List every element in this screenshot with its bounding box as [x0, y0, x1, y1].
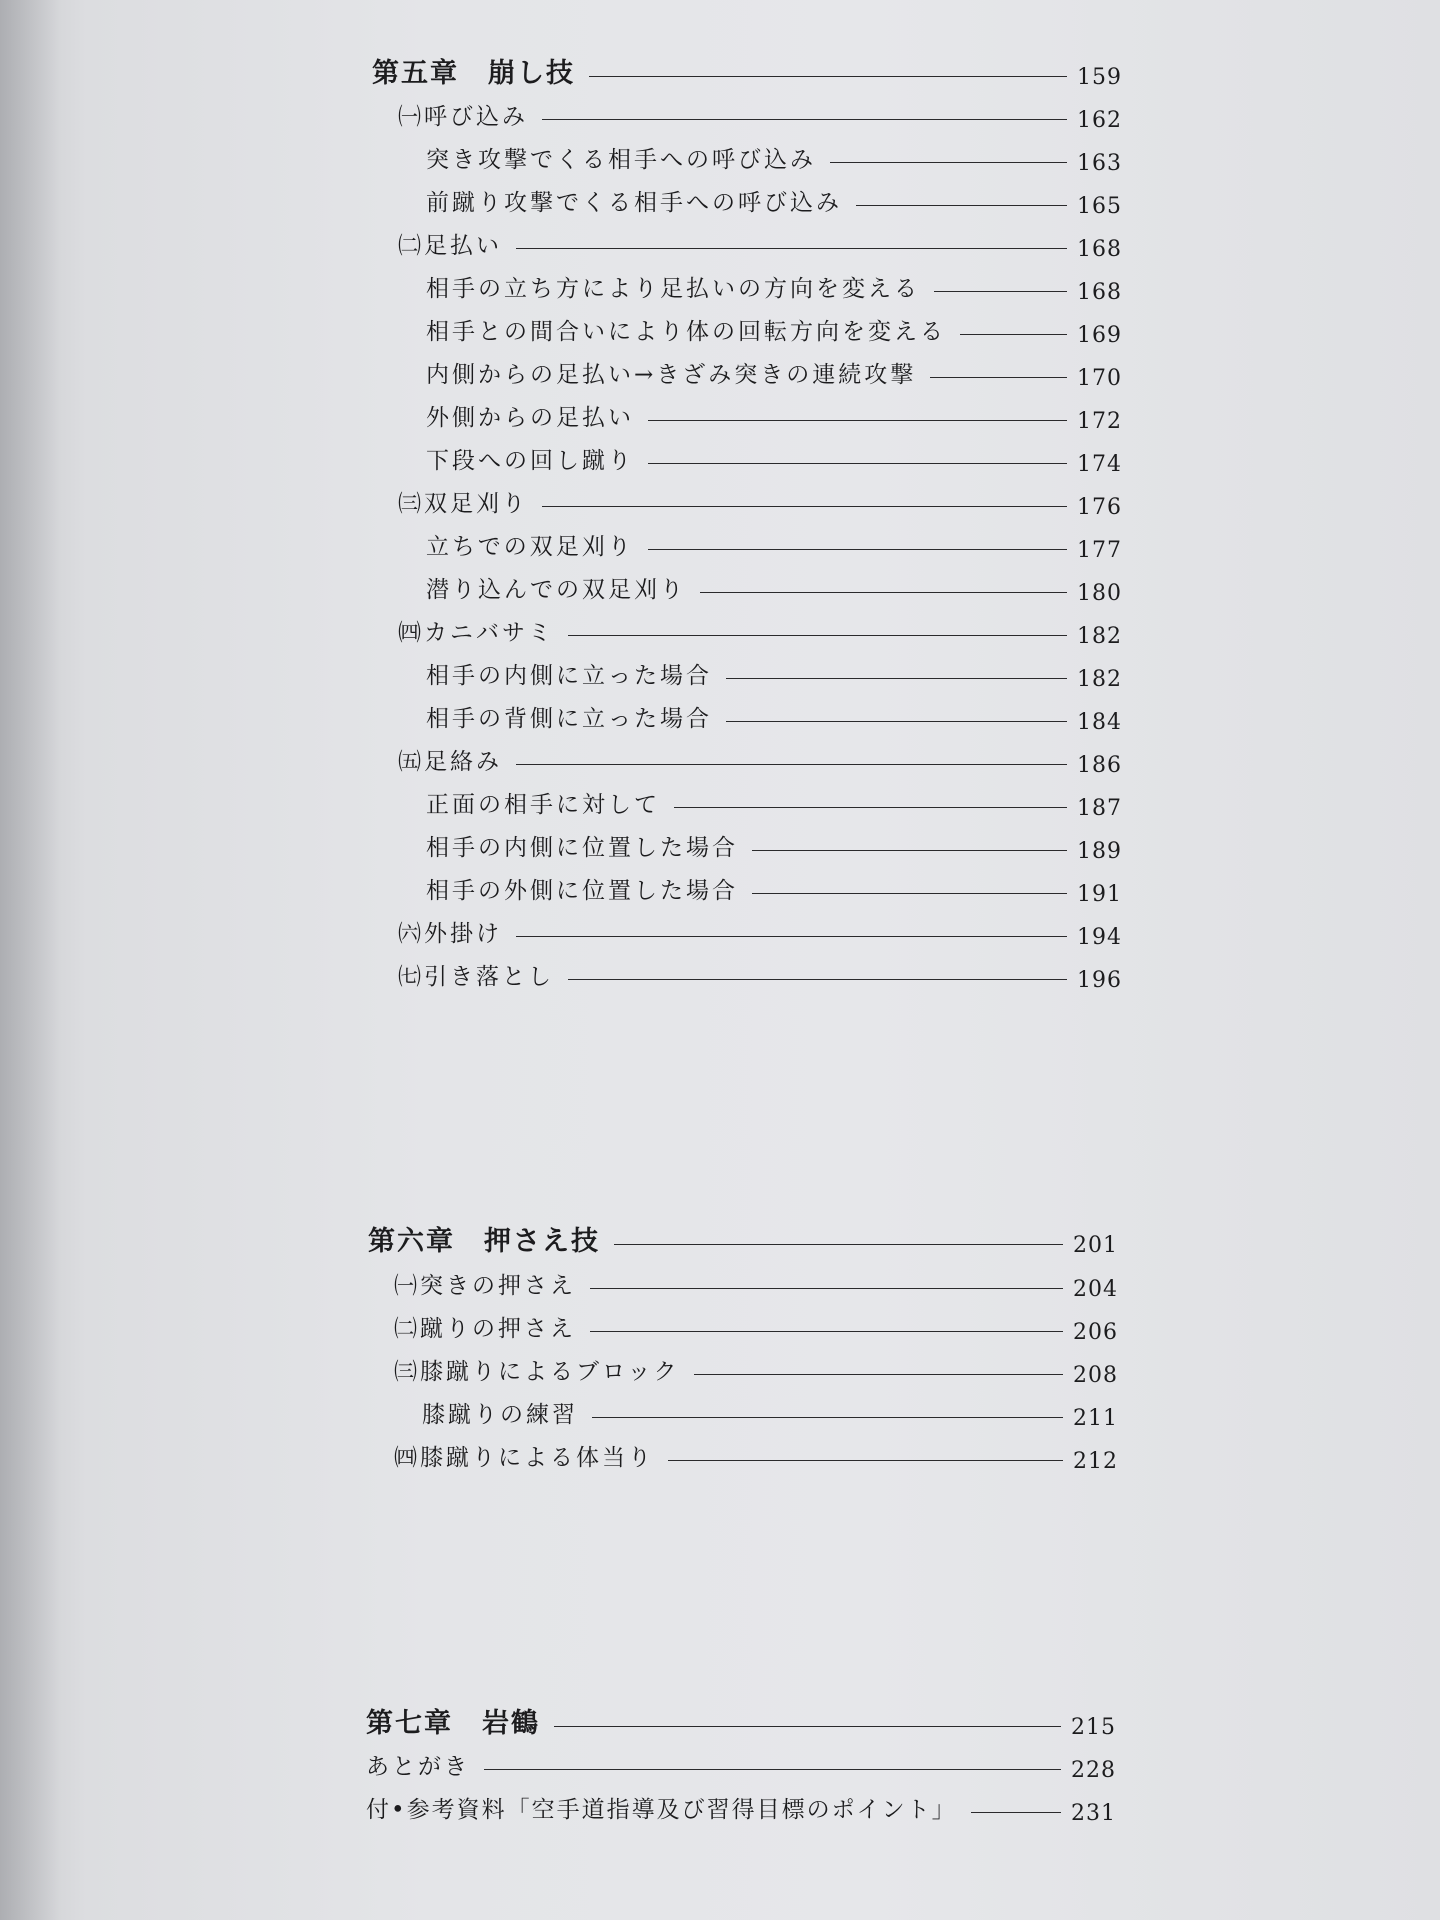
dot-leader [568, 635, 1067, 636]
toc-entry[interactable] [426, 658, 1122, 694]
toc-entry[interactable] [426, 572, 1122, 608]
entry-title: あとがき [366, 1754, 470, 1780]
chapter-title: 第七章 岩鶴 [366, 1708, 540, 1739]
page-number: 191 [1077, 882, 1122, 907]
toc-entry[interactable] [422, 1397, 1118, 1433]
dot-leader [568, 979, 1067, 980]
dot-leader [971, 1812, 1061, 1813]
page-number: 168 [1077, 237, 1122, 262]
entry-title: ㈦引き落とし [398, 964, 554, 990]
toc-entry[interactable] [426, 443, 1122, 479]
toc-entry[interactable] [426, 830, 1122, 866]
entry-title: 相手の内側に位置した場合 [426, 835, 738, 861]
page-number: 184 [1077, 710, 1122, 735]
page-number: 174 [1077, 452, 1122, 477]
dot-leader [554, 1726, 1061, 1727]
entry-title: ㈢双足刈り [398, 491, 528, 517]
page-number: 201 [1073, 1233, 1118, 1258]
toc-entry[interactable] [398, 486, 1122, 522]
dot-leader [726, 721, 1067, 722]
toc-entry[interactable] [394, 1440, 1118, 1476]
page-number: 187 [1077, 796, 1122, 821]
page-number: 196 [1077, 968, 1122, 993]
toc-entry[interactable] [394, 1311, 1118, 1347]
toc-entry[interactable] [426, 142, 1122, 178]
entry-title: 膝蹴りの練習 [422, 1402, 578, 1428]
dot-leader [542, 119, 1067, 120]
dot-leader [674, 807, 1067, 808]
dot-leader [590, 1288, 1063, 1289]
page-number: 231 [1071, 1801, 1116, 1826]
dot-leader [484, 1769, 1061, 1770]
dot-leader [752, 893, 1067, 894]
page-number: 169 [1077, 323, 1122, 348]
entry-title: ㈠呼び込み [398, 104, 528, 130]
entry-title: ㈡蹴りの押さえ [394, 1316, 576, 1342]
toc-entry[interactable] [426, 873, 1122, 909]
page-number: 170 [1077, 366, 1122, 391]
entry-title: 相手の内側に立った場合 [426, 663, 712, 689]
entry-title: 前蹴り攻撃でくる相手への呼び込み [426, 190, 842, 216]
page-number: 212 [1073, 1449, 1118, 1474]
dot-leader [726, 678, 1067, 679]
page-number: 186 [1077, 753, 1122, 778]
toc-entry[interactable] [426, 701, 1122, 737]
toc-entry[interactable] [426, 185, 1122, 221]
toc-entry[interactable] [394, 1354, 1118, 1390]
toc-entry[interactable] [426, 787, 1122, 823]
entry-title: 相手との間合いにより体の回転方向を変える [426, 319, 946, 345]
toc-entry[interactable] [398, 615, 1122, 651]
dot-leader [752, 850, 1067, 851]
page-number: 194 [1077, 925, 1122, 950]
toc-chapter-6[interactable] [368, 1224, 1118, 1260]
page-number: 176 [1077, 495, 1122, 520]
entry-title: ㈢膝蹴りによるブロック [394, 1359, 680, 1385]
page-number: 211 [1073, 1406, 1118, 1431]
entry-title: 突き攻撃でくる相手への呼び込み [426, 147, 816, 173]
page-number: 208 [1073, 1363, 1118, 1388]
dot-leader [614, 1244, 1063, 1245]
entry-title: 内側からの足払い→きざみ突きの連続攻撃 [426, 362, 917, 388]
toc-entry[interactable] [426, 400, 1122, 436]
entry-title: 下段への回し蹴り [426, 448, 634, 474]
dot-leader [589, 76, 1067, 77]
page-number: 159 [1077, 65, 1122, 90]
dot-leader [516, 248, 1067, 249]
toc-entry[interactable] [426, 271, 1122, 307]
entry-title: 立ちでの双足刈り [426, 534, 634, 560]
dot-leader [700, 592, 1067, 593]
toc-appendix[interactable] [366, 1792, 1116, 1828]
chapter-title: 第六章 押さえ技 [368, 1226, 600, 1257]
entry-title: 外側からの足払い [426, 405, 634, 431]
page-number: 228 [1071, 1758, 1116, 1783]
toc-entry[interactable] [426, 357, 1122, 393]
page-number: 182 [1077, 624, 1122, 649]
dot-leader [668, 1460, 1063, 1461]
page-number: 206 [1073, 1320, 1118, 1345]
page-number: 189 [1077, 839, 1122, 864]
dot-leader [516, 764, 1067, 765]
page-number: 182 [1077, 667, 1122, 692]
toc-entry[interactable] [426, 314, 1122, 350]
dot-leader [930, 377, 1067, 378]
toc-entry[interactable] [398, 228, 1122, 264]
dot-leader [960, 334, 1067, 335]
page-number: 180 [1077, 581, 1122, 606]
toc-entry[interactable] [398, 959, 1122, 995]
entry-title: 相手の外側に位置した場合 [426, 878, 738, 904]
page-number: 172 [1077, 409, 1122, 434]
dot-leader [590, 1331, 1063, 1332]
entry-title: 潜り込んでの双足刈り [426, 577, 686, 603]
dot-leader [694, 1374, 1063, 1375]
toc-entry[interactable] [398, 99, 1122, 135]
page-number: 163 [1077, 151, 1122, 176]
entry-title: ㈣カニバサミ [398, 620, 554, 646]
entry-title: ㈣膝蹴りによる体当り [394, 1445, 654, 1471]
page-number: 162 [1077, 108, 1122, 133]
dot-leader [516, 936, 1067, 937]
entry-title: ㈥外掛け [398, 921, 502, 947]
dot-leader [830, 162, 1067, 163]
page-number: 215 [1071, 1715, 1116, 1740]
entry-title: 正面の相手に対して [426, 792, 660, 818]
entry-title: 付•参考資料「空手道指導及び習得目標のポイント」 [366, 1797, 957, 1823]
toc-chapter-7[interactable] [366, 1706, 1116, 1742]
dot-leader [542, 506, 1067, 507]
page-number: 165 [1077, 194, 1122, 219]
page-number: 204 [1073, 1277, 1118, 1302]
chapter-title: 第五章 崩し技 [372, 58, 575, 89]
toc-entry[interactable] [394, 1268, 1118, 1304]
dot-leader [648, 420, 1067, 421]
dot-leader [856, 205, 1067, 206]
toc-entry[interactable] [398, 744, 1122, 780]
entry-title: ㈠突きの押さえ [394, 1273, 576, 1299]
entry-title: ㈡足払い [398, 233, 502, 259]
entry-title: ㈤足絡み [398, 749, 502, 775]
toc-entry[interactable] [398, 916, 1122, 952]
toc-entry[interactable] [426, 529, 1122, 565]
dot-leader [934, 291, 1067, 292]
toc-afterword[interactable] [366, 1749, 1116, 1785]
entry-title: 相手の背側に立った場合 [426, 706, 712, 732]
toc-chapter-5[interactable] [372, 56, 1122, 92]
dot-leader [648, 463, 1067, 464]
page-number: 168 [1077, 280, 1122, 305]
page-number: 177 [1077, 538, 1122, 563]
dot-leader [648, 549, 1067, 550]
dot-leader [592, 1417, 1063, 1418]
entry-title: 相手の立ち方により足払いの方向を変える [426, 276, 920, 302]
